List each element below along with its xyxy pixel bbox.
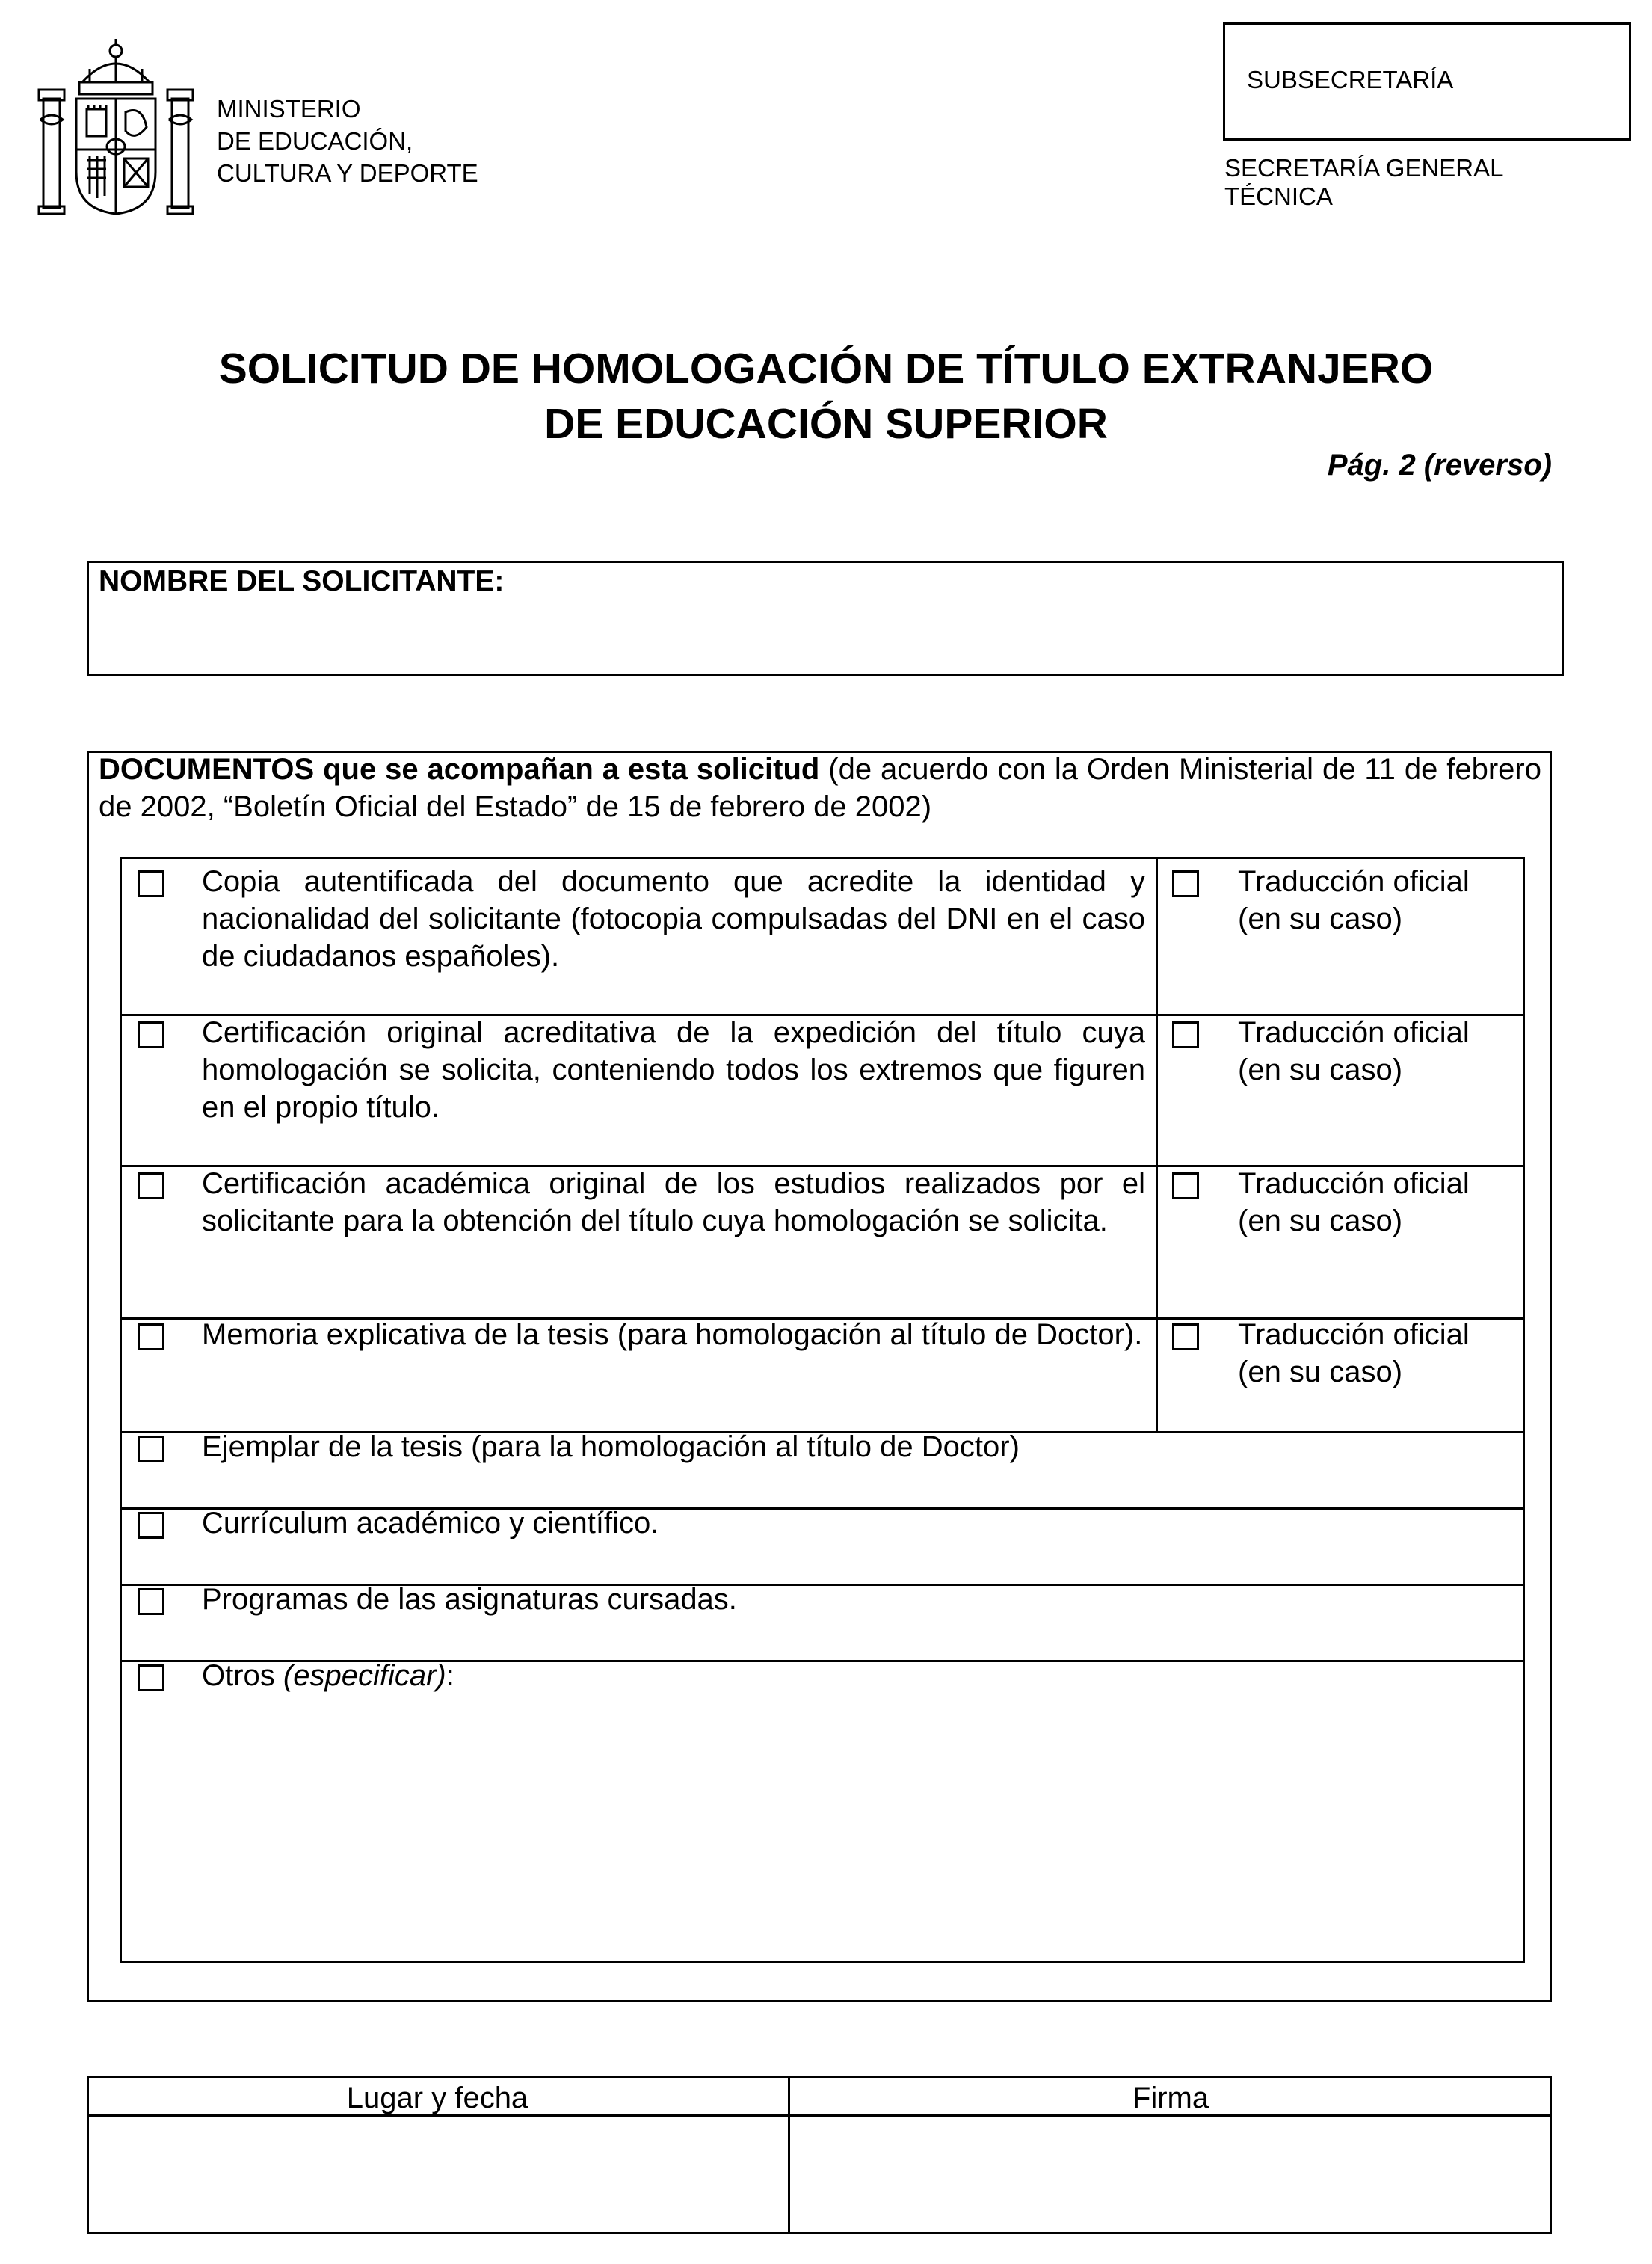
other-documents-field[interactable] [202,1705,1510,1951]
other-label-colon: : [446,1659,454,1692]
translation-label-line1: Traducción oficial [1238,1318,1470,1351]
document-item-text: Copia autentificada del documento que acredite la identidad y nacionalidad del solicitante (fotocopia compulsadas del DNI en el caso de ciudadanos españoles). [202,865,1145,973]
ministry-name [217,93,478,189]
translation-checkbox[interactable] [1172,870,1199,897]
document-checkbox[interactable] [138,1021,164,1048]
secretaria-line: SECRETARÍA GENERAL [1224,154,1504,182]
document-checkbox[interactable] [138,1436,164,1462]
translation-checkbox[interactable] [1172,1323,1199,1350]
translation-label [1238,1316,1470,1391]
page-indicator: Pág. 2 (reverso) [1327,449,1552,482]
document-checkbox[interactable] [138,1588,164,1615]
document-item-text: Memoria explicativa de la tesis (para homologación al título de Doctor). [202,1318,1143,1351]
place-date-header: Lugar y fecha [346,2082,528,2114]
document-item-text: Ejemplar de la tesis (para la homologación al título de Doctor) [202,1430,1020,1463]
place-date-field[interactable] [90,2117,785,2231]
translation-label-line2: (en su caso) [1238,902,1403,935]
form-title-line2: DE EDUCACIÓN SUPERIOR [544,400,1108,448]
signature-header: Firma [1132,2082,1209,2114]
ministry-line: CULTURA Y DEPORTE [217,159,478,187]
other-label-italic: (especificar) [283,1659,446,1692]
document-checkbox[interactable] [138,1664,164,1691]
translation-checkbox[interactable] [1172,1172,1199,1199]
document-item-text: Programas de las asignaturas cursadas. [202,1583,737,1616]
translation-label-line2: (en su caso) [1238,1356,1403,1388]
signature-field[interactable] [792,2117,1549,2231]
translation-label [1238,1165,1470,1240]
translation-label [1238,863,1470,938]
document-item-text: Certificación original acreditativa de la expedición del título cuya homologación se solicita, conteniendo todos los extremos que figuren en el propio título. [202,1016,1145,1124]
translation-label [1238,1014,1470,1089]
documents-intro [99,751,1541,825]
other-label-text: Otros [202,1659,283,1692]
document-checkbox[interactable] [138,1323,164,1350]
document-checkbox[interactable] [138,870,164,897]
form-title [0,341,1652,452]
other-documents-label [202,1657,454,1694]
applicant-name-label: NOMBRE DEL SOLICITANTE: [99,565,505,597]
coat-of-arms-logo [30,30,202,217]
translation-label-line1: Traducción oficial [1238,865,1470,898]
subsecretaria-label: SUBSECRETARÍA [1247,66,1454,93]
translation-label-line2: (en su caso) [1238,1053,1403,1086]
documents-intro-rest: (de acuerdo con la Orden Ministerial de 11 de febrero de 2002, “Boletín Oficial del Estado” de 15 de febrero de 2002) [99,753,1541,823]
documents-intro-bold: DOCUMENTOS que se acompañan a esta solicitud [99,753,820,786]
ministry-line: MINISTERIO [217,95,361,123]
secretaria-line: TÉCNICA [1224,182,1333,210]
translation-checkbox[interactable] [1172,1021,1199,1048]
document-item-text: Certificación académica original de los estudios realizados por el solicitante para la obtención del título cuya homologación se solicita. [202,1167,1145,1237]
translation-column-divider [1156,857,1158,1433]
document-checkbox[interactable] [138,1172,164,1199]
secretaria-general-label [1224,154,1504,211]
ministry-line: DE EDUCACIÓN, [217,127,413,155]
document-item-text: Currículum académico y científico. [202,1507,659,1539]
translation-label-line1: Traducción oficial [1238,1016,1470,1049]
translation-label-line2: (en su caso) [1238,1205,1403,1237]
document-checkbox[interactable] [138,1512,164,1539]
translation-label-line1: Traducción oficial [1238,1167,1470,1200]
form-title-line1: SOLICITUD DE HOMOLOGACIÓN DE TÍTULO EXTRANJERO [218,345,1434,393]
